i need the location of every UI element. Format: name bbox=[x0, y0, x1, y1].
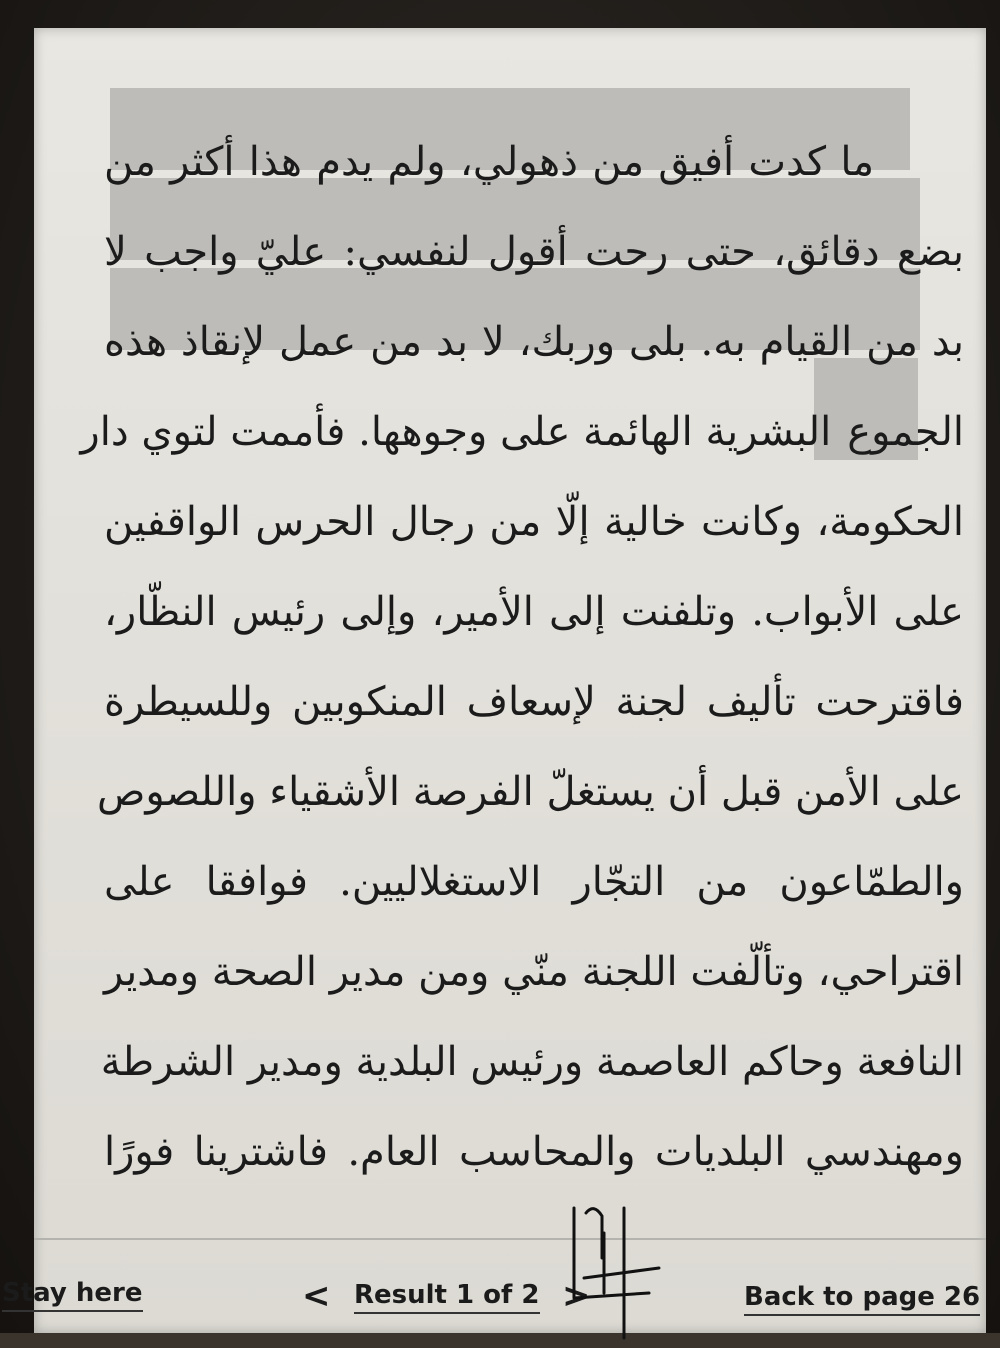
chevron-right-icon[interactable]: > bbox=[562, 1276, 591, 1316]
highlighted-word: الجموع bbox=[847, 409, 964, 455]
book-line-7: فاقترحت تأليف لجنة لإسعاف المنكوبين وللسيطرة bbox=[104, 679, 964, 725]
book-line-8: على الأمن قبل أن يستغلّ الفرصة الأشقياء واللصوص bbox=[96, 769, 964, 815]
book-line-5: الحكومة، وكانت خالية إلّا من رجال الحرس الواقفين bbox=[104, 499, 964, 545]
pen-scribble-mark bbox=[564, 1198, 664, 1348]
book-text bbox=[80, 118, 964, 1238]
ereader-screen bbox=[2, 28, 986, 1333]
book-line-3: بد من القيام به. بلى وربك، لا بد من عمل لإنقاذ هذه bbox=[104, 319, 964, 365]
book-line-12: ومهندسي البلديات والمحاسب العام. فاشترينا فورًا bbox=[104, 1129, 964, 1175]
chevron-left-icon[interactable]: < bbox=[302, 1276, 331, 1316]
book-line-1: ما كدت أفيق من ذهولي، ولم يدم هذا أكثر من bbox=[104, 139, 874, 185]
back-to-page-button[interactable]: Back to page 26 bbox=[744, 1282, 980, 1316]
book-line-4 bbox=[80, 388, 964, 476]
book-line-2: بضع دقائق، حتى رحت أقول لنفسي: عليّ واجب لا bbox=[104, 229, 964, 275]
result-counter-button[interactable]: Result 1 of 2 bbox=[354, 1280, 540, 1314]
book-line-4-rest: البشرية الهائمة على وجوهها. فأممت لتوي دار bbox=[80, 409, 832, 455]
search-result-bar bbox=[2, 1240, 986, 1333]
book-line-6: على الأبواب. وتلفنت إلى الأمير، وإلى رئيس النظّار، bbox=[104, 589, 964, 635]
book-line-10: اقتراحي، وتألّفت اللجنة منّي ومن مدير الصحة ومدير bbox=[104, 949, 964, 995]
stay-here-button[interactable]: Stay here bbox=[2, 1278, 143, 1312]
book-line-9: والطمّاعون من التجّار الاستغلاليين. فوافقا على bbox=[104, 859, 964, 905]
book-line-11: النافعة وحاكم العاصمة ورئيس البلدية ومدير الشرطة bbox=[100, 1039, 964, 1085]
